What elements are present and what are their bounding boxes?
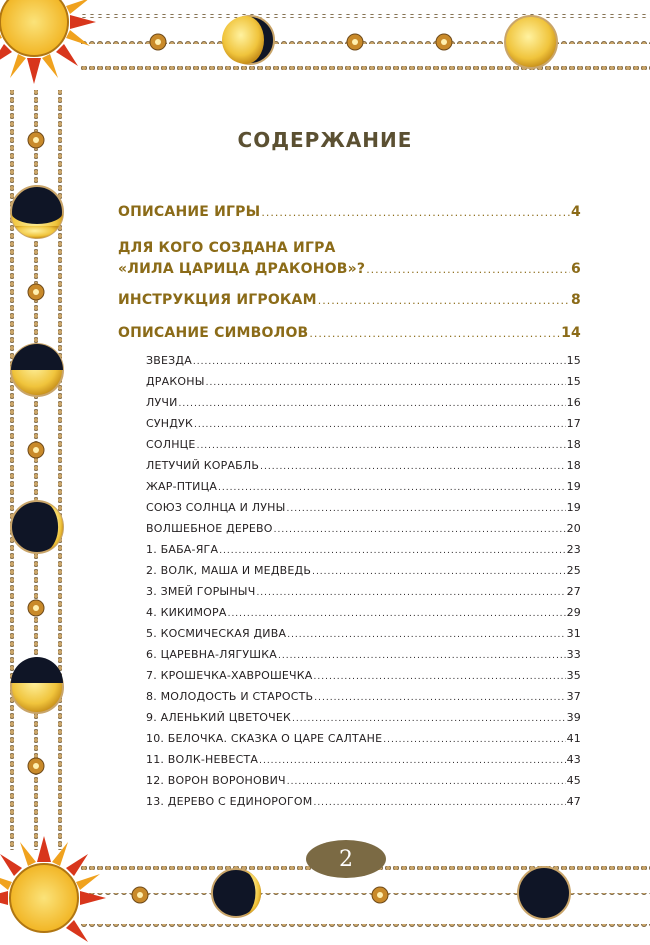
- flower-bead-icon: [436, 34, 452, 50]
- flower-bead-icon: [28, 758, 44, 774]
- flower-bead-icon: [372, 887, 388, 903]
- sun-icon: [0, 0, 96, 84]
- toc-sub-entry[interactable]: [146, 417, 581, 430]
- toc-page: 16: [566, 396, 581, 409]
- toc-page: 18: [566, 438, 581, 451]
- toc-label: СУНДУК: [146, 417, 193, 430]
- toc-page: 15: [566, 375, 581, 388]
- toc-sub-entry[interactable]: [146, 438, 581, 451]
- toc-page: 33: [566, 648, 581, 661]
- toc-sub-entry[interactable]: [146, 795, 581, 808]
- toc-sub-entry[interactable]: [146, 711, 581, 724]
- toc-page: 43: [566, 753, 581, 766]
- toc-label: ОПИСАНИЕ ИГРЫ: [118, 204, 261, 220]
- moon-phase-icon: [11, 186, 63, 238]
- toc-entry[interactable]: [118, 261, 581, 277]
- leader-dots: [197, 441, 566, 451]
- leader-dots: [309, 327, 560, 340]
- toc-page: 14: [561, 325, 581, 341]
- toc-sub-entry[interactable]: [146, 396, 581, 409]
- leader-dots: [287, 630, 565, 640]
- toc-page: 8: [571, 292, 581, 308]
- toc-sub-entry[interactable]: [146, 690, 581, 703]
- toc-sub-entry[interactable]: [146, 774, 581, 787]
- toc-label: «ЛИЛА ЦАРИЦА ДРАКОНОВ»?: [118, 261, 366, 277]
- toc-page: 35: [566, 669, 581, 682]
- leader-dots: [179, 399, 566, 409]
- toc-label: ЖАР-ПТИЦА: [146, 480, 218, 493]
- toc-label: ЛУЧИ: [146, 396, 178, 409]
- moon-phase-icon: [11, 344, 63, 396]
- toc-page: 45: [566, 774, 581, 787]
- flower-bead-icon: [150, 34, 166, 50]
- leader-dots: [219, 546, 565, 556]
- toc-label: 1. БАБА-ЯГА: [146, 543, 219, 556]
- leader-dots: [383, 735, 565, 745]
- toc-label: ИНСТРУКЦИЯ ИГРОКАМ: [118, 292, 317, 308]
- toc-sub-entry[interactable]: [146, 669, 581, 682]
- toc-sub-entry[interactable]: [146, 648, 581, 661]
- toc-label: ОПИСАНИЕ СИМВОЛОВ: [118, 325, 309, 341]
- toc-label: ЗВЕЗДА: [146, 354, 192, 367]
- leader-dots: [256, 588, 565, 598]
- toc-label-line1: ДЛЯ КОГО СОЗДАНА ИГРА: [118, 240, 336, 256]
- moon-phase-icon: [11, 501, 63, 553]
- moon-phase-icon: [505, 16, 557, 68]
- toc-sub-entry[interactable]: [146, 354, 581, 367]
- toc-label: 5. КОСМИЧЕСКАЯ ДИВА: [146, 627, 287, 640]
- toc-sub-entry[interactable]: [146, 375, 581, 388]
- moon-phase-icon: [518, 867, 570, 919]
- leader-dots: [278, 651, 566, 661]
- page-title: СОДЕРЖАНИЕ: [237, 128, 413, 152]
- leader-dots: [260, 462, 565, 472]
- leader-dots: [274, 525, 566, 535]
- leader-dots: [314, 693, 565, 703]
- toc-page: 27: [566, 585, 581, 598]
- toc-label: ЛЕТУЧИЙ КОРАБЛЬ: [146, 459, 260, 472]
- toc-sub-entry[interactable]: [146, 480, 581, 493]
- toc-page: 47: [566, 795, 581, 808]
- toc-label: 12. ВОРОН ВОРОНОВИЧ: [146, 774, 286, 787]
- toc-page: 17: [566, 417, 581, 430]
- flower-bead-icon: [28, 284, 44, 300]
- leader-dots: [313, 798, 565, 808]
- leader-dots: [286, 504, 565, 514]
- toc-page: 31: [566, 627, 581, 640]
- toc-page: 20: [566, 522, 581, 535]
- toc-label: 9. АЛЕНЬКИЙ ЦВЕТОЧЕК: [146, 711, 292, 724]
- leader-dots: [366, 263, 570, 276]
- toc-label: ВОЛШЕБНОЕ ДЕРЕВО: [146, 522, 273, 535]
- toc-page: 6: [571, 261, 581, 277]
- toc-sub-entry[interactable]: [146, 564, 581, 577]
- toc-sub-entry[interactable]: [146, 627, 581, 640]
- toc-label: 3. ЗМЕЙ ГОРЫНЫЧ: [146, 585, 256, 598]
- leader-dots: [206, 378, 566, 388]
- toc-label: 7. КРОШЕЧКА-ХАВРОШЕЧКА: [146, 669, 313, 682]
- flower-bead-icon: [132, 887, 148, 903]
- toc-sub-entry[interactable]: [146, 459, 581, 472]
- leader-dots: [228, 609, 566, 619]
- toc-page: 41: [566, 732, 581, 745]
- toc-sub-entry[interactable]: [146, 501, 581, 514]
- toc-label: 6. ЦАРЕВНА-ЛЯГУШКА: [146, 648, 277, 661]
- toc-label: 10. БЕЛОЧКА. СКАЗКА О ЦАРЕ САЛТАНЕ: [146, 732, 383, 745]
- flower-bead-icon: [28, 600, 44, 616]
- toc-label: 2. ВОЛК, МАША И МЕДВЕДЬ: [146, 564, 312, 577]
- toc-entry[interactable]: [118, 204, 581, 220]
- toc-sub-entry[interactable]: [146, 753, 581, 766]
- leader-dots: [287, 777, 566, 787]
- page-number-badge: [306, 840, 386, 878]
- toc-page: 18: [566, 459, 581, 472]
- toc-sub-entry[interactable]: [146, 585, 581, 598]
- leader-dots: [194, 420, 566, 430]
- toc-label: 11. ВОЛК-НЕВЕСТА: [146, 753, 259, 766]
- leader-dots: [318, 294, 570, 307]
- toc-page: 19: [566, 480, 581, 493]
- leader-dots: [193, 357, 566, 367]
- leader-dots: [292, 714, 566, 724]
- toc-page: 37: [566, 690, 581, 703]
- toc-label: 13. ДЕРЕВО С ЕДИНОРОГОМ: [146, 795, 313, 808]
- page-number: 2: [339, 846, 353, 872]
- toc-label: ДРАКОНЫ: [146, 375, 205, 388]
- toc-label: СОЛНЦЕ: [146, 438, 196, 451]
- toc-label: СОЮЗ СОЛНЦА И ЛУНЫ: [146, 501, 286, 514]
- leader-dots: [218, 483, 566, 493]
- toc-page: 25: [566, 564, 581, 577]
- toc-entry-two-line[interactable]: [118, 240, 581, 256]
- leader-dots: [259, 756, 566, 766]
- toc-label: 4. КИКИМОРА: [146, 606, 227, 619]
- toc-sub-entry[interactable]: [146, 543, 581, 556]
- moon-phase-icon: [222, 16, 274, 64]
- toc-sub-entry[interactable]: [146, 732, 581, 745]
- toc-page: 39: [566, 711, 581, 724]
- toc-label: 8. МОЛОДОСТЬ И СТАРОСТЬ: [146, 690, 314, 703]
- toc-page: 4: [571, 204, 581, 220]
- leader-dots: [314, 672, 566, 682]
- toc-page: 19: [566, 501, 581, 514]
- toc-sub-entry[interactable]: [146, 522, 581, 535]
- toc-sub-entry[interactable]: [146, 606, 581, 619]
- toc-entry[interactable]: [118, 292, 581, 308]
- toc-page: 15: [566, 354, 581, 367]
- moon-phase-icon: [11, 657, 63, 713]
- leader-dots: [261, 206, 570, 219]
- leader-dots: [312, 567, 566, 577]
- moon-phase-icon: [212, 869, 261, 917]
- toc-entry[interactable]: [118, 325, 581, 341]
- flower-bead-icon: [347, 34, 363, 50]
- toc-page: 23: [566, 543, 581, 556]
- flower-bead-icon: [28, 442, 44, 458]
- toc-page: 29: [566, 606, 581, 619]
